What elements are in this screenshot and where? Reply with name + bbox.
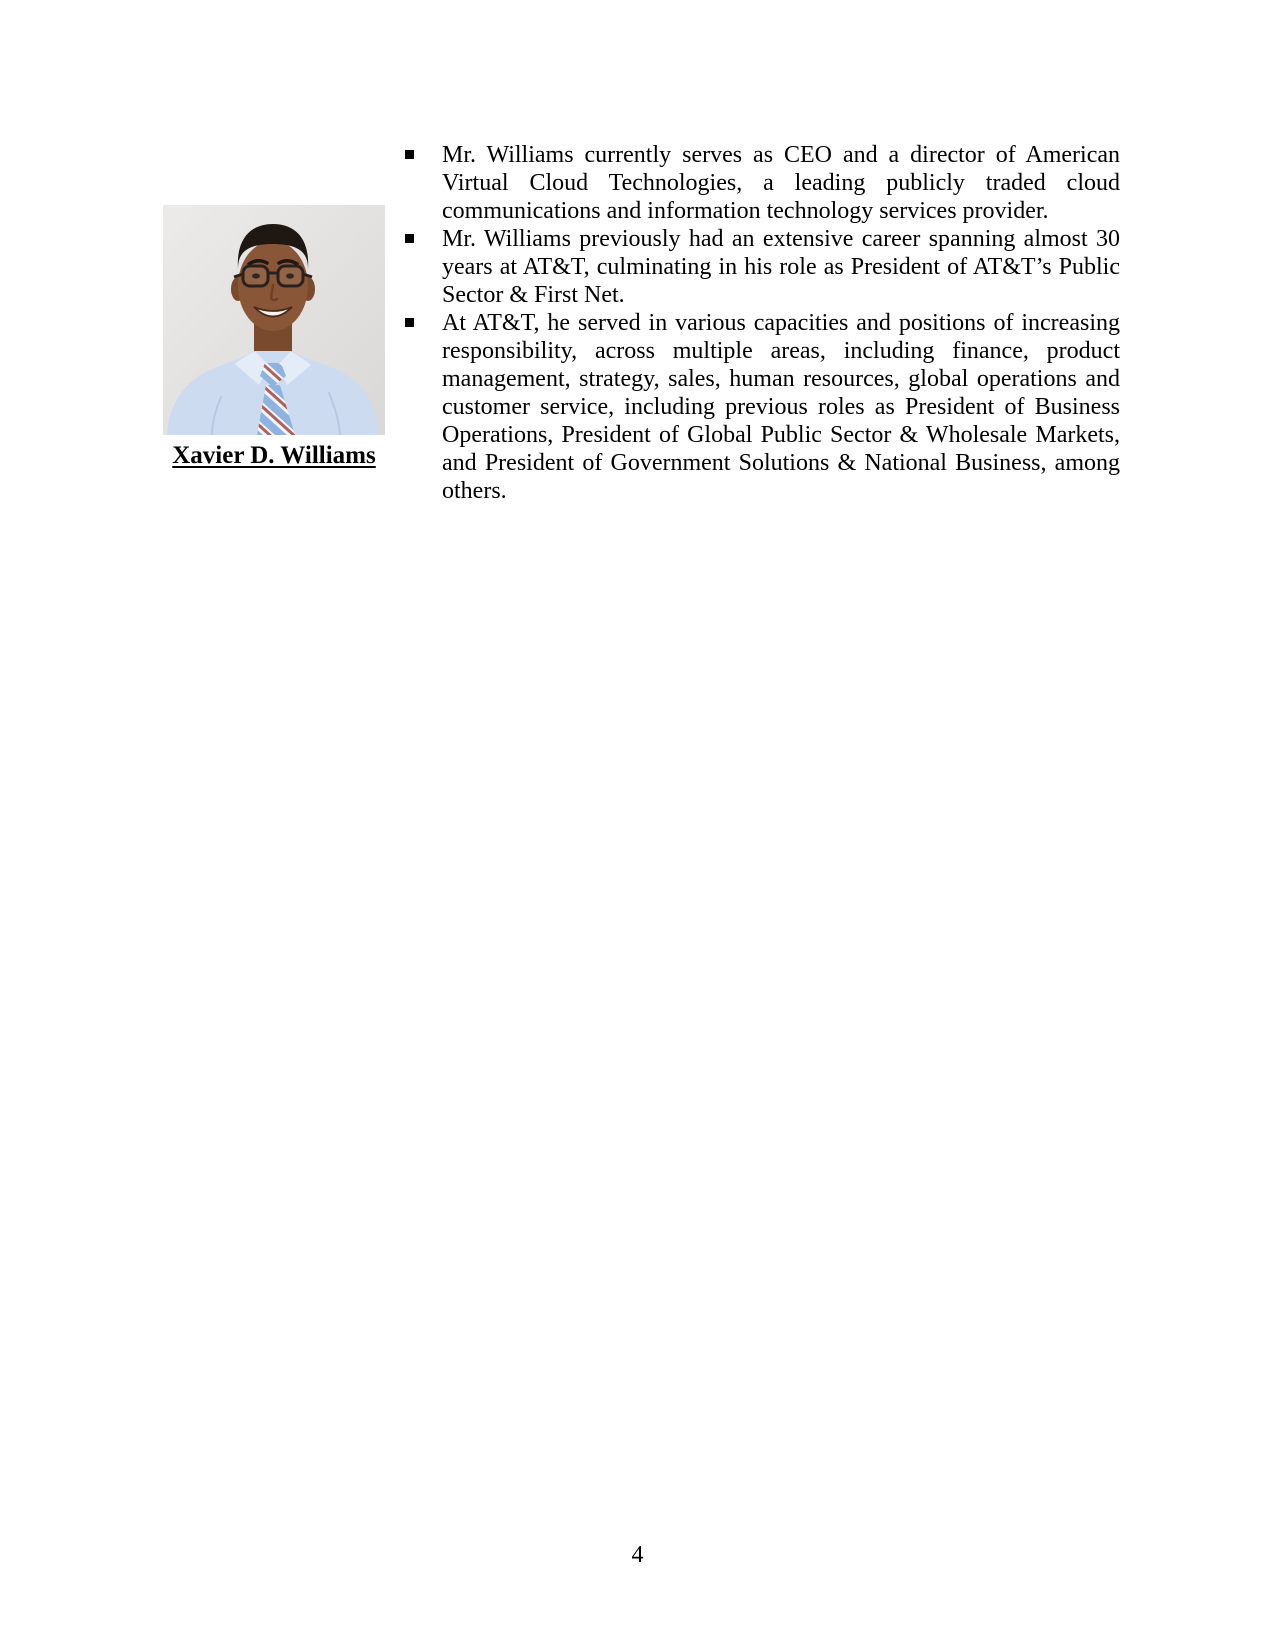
profile-photo-figure [163, 205, 385, 469]
bio-bullet-item [403, 225, 1120, 309]
headshot-photo [163, 205, 385, 435]
bio-bullet-list [403, 141, 1120, 505]
bio-bullet-text: At AT&T, he served in various capacities and positions of increasing responsibility, across multiple areas, including finance, product management, strategy, sales, human resources, global operations and customer service, including previous roles as President of Business Operations, President of Global Public Sector & Wholesale Markets, and President of Government Solutions & National Business, among others. [442, 310, 1120, 504]
bio-bullet-item [403, 309, 1120, 505]
bio-bullet-text: Mr. Williams currently serves as CEO and a director of American Virtual Cloud Technologies, a leading publicly traded cloud communications and information technology services provider. [442, 142, 1120, 224]
bullet-icon [405, 234, 414, 243]
bullet-icon [405, 150, 414, 159]
bio-bullet-item [403, 141, 1120, 225]
bullet-icon [405, 318, 414, 327]
photo-caption: Xavier D. Williams [172, 442, 376, 469]
page-number: 4 [631, 1542, 644, 1568]
bio-bullet-text: Mr. Williams previously had an extensive career spanning almost 30 years at AT&T, culminating in his role as President of AT&T’s Public Sector & First Net. [442, 226, 1120, 308]
